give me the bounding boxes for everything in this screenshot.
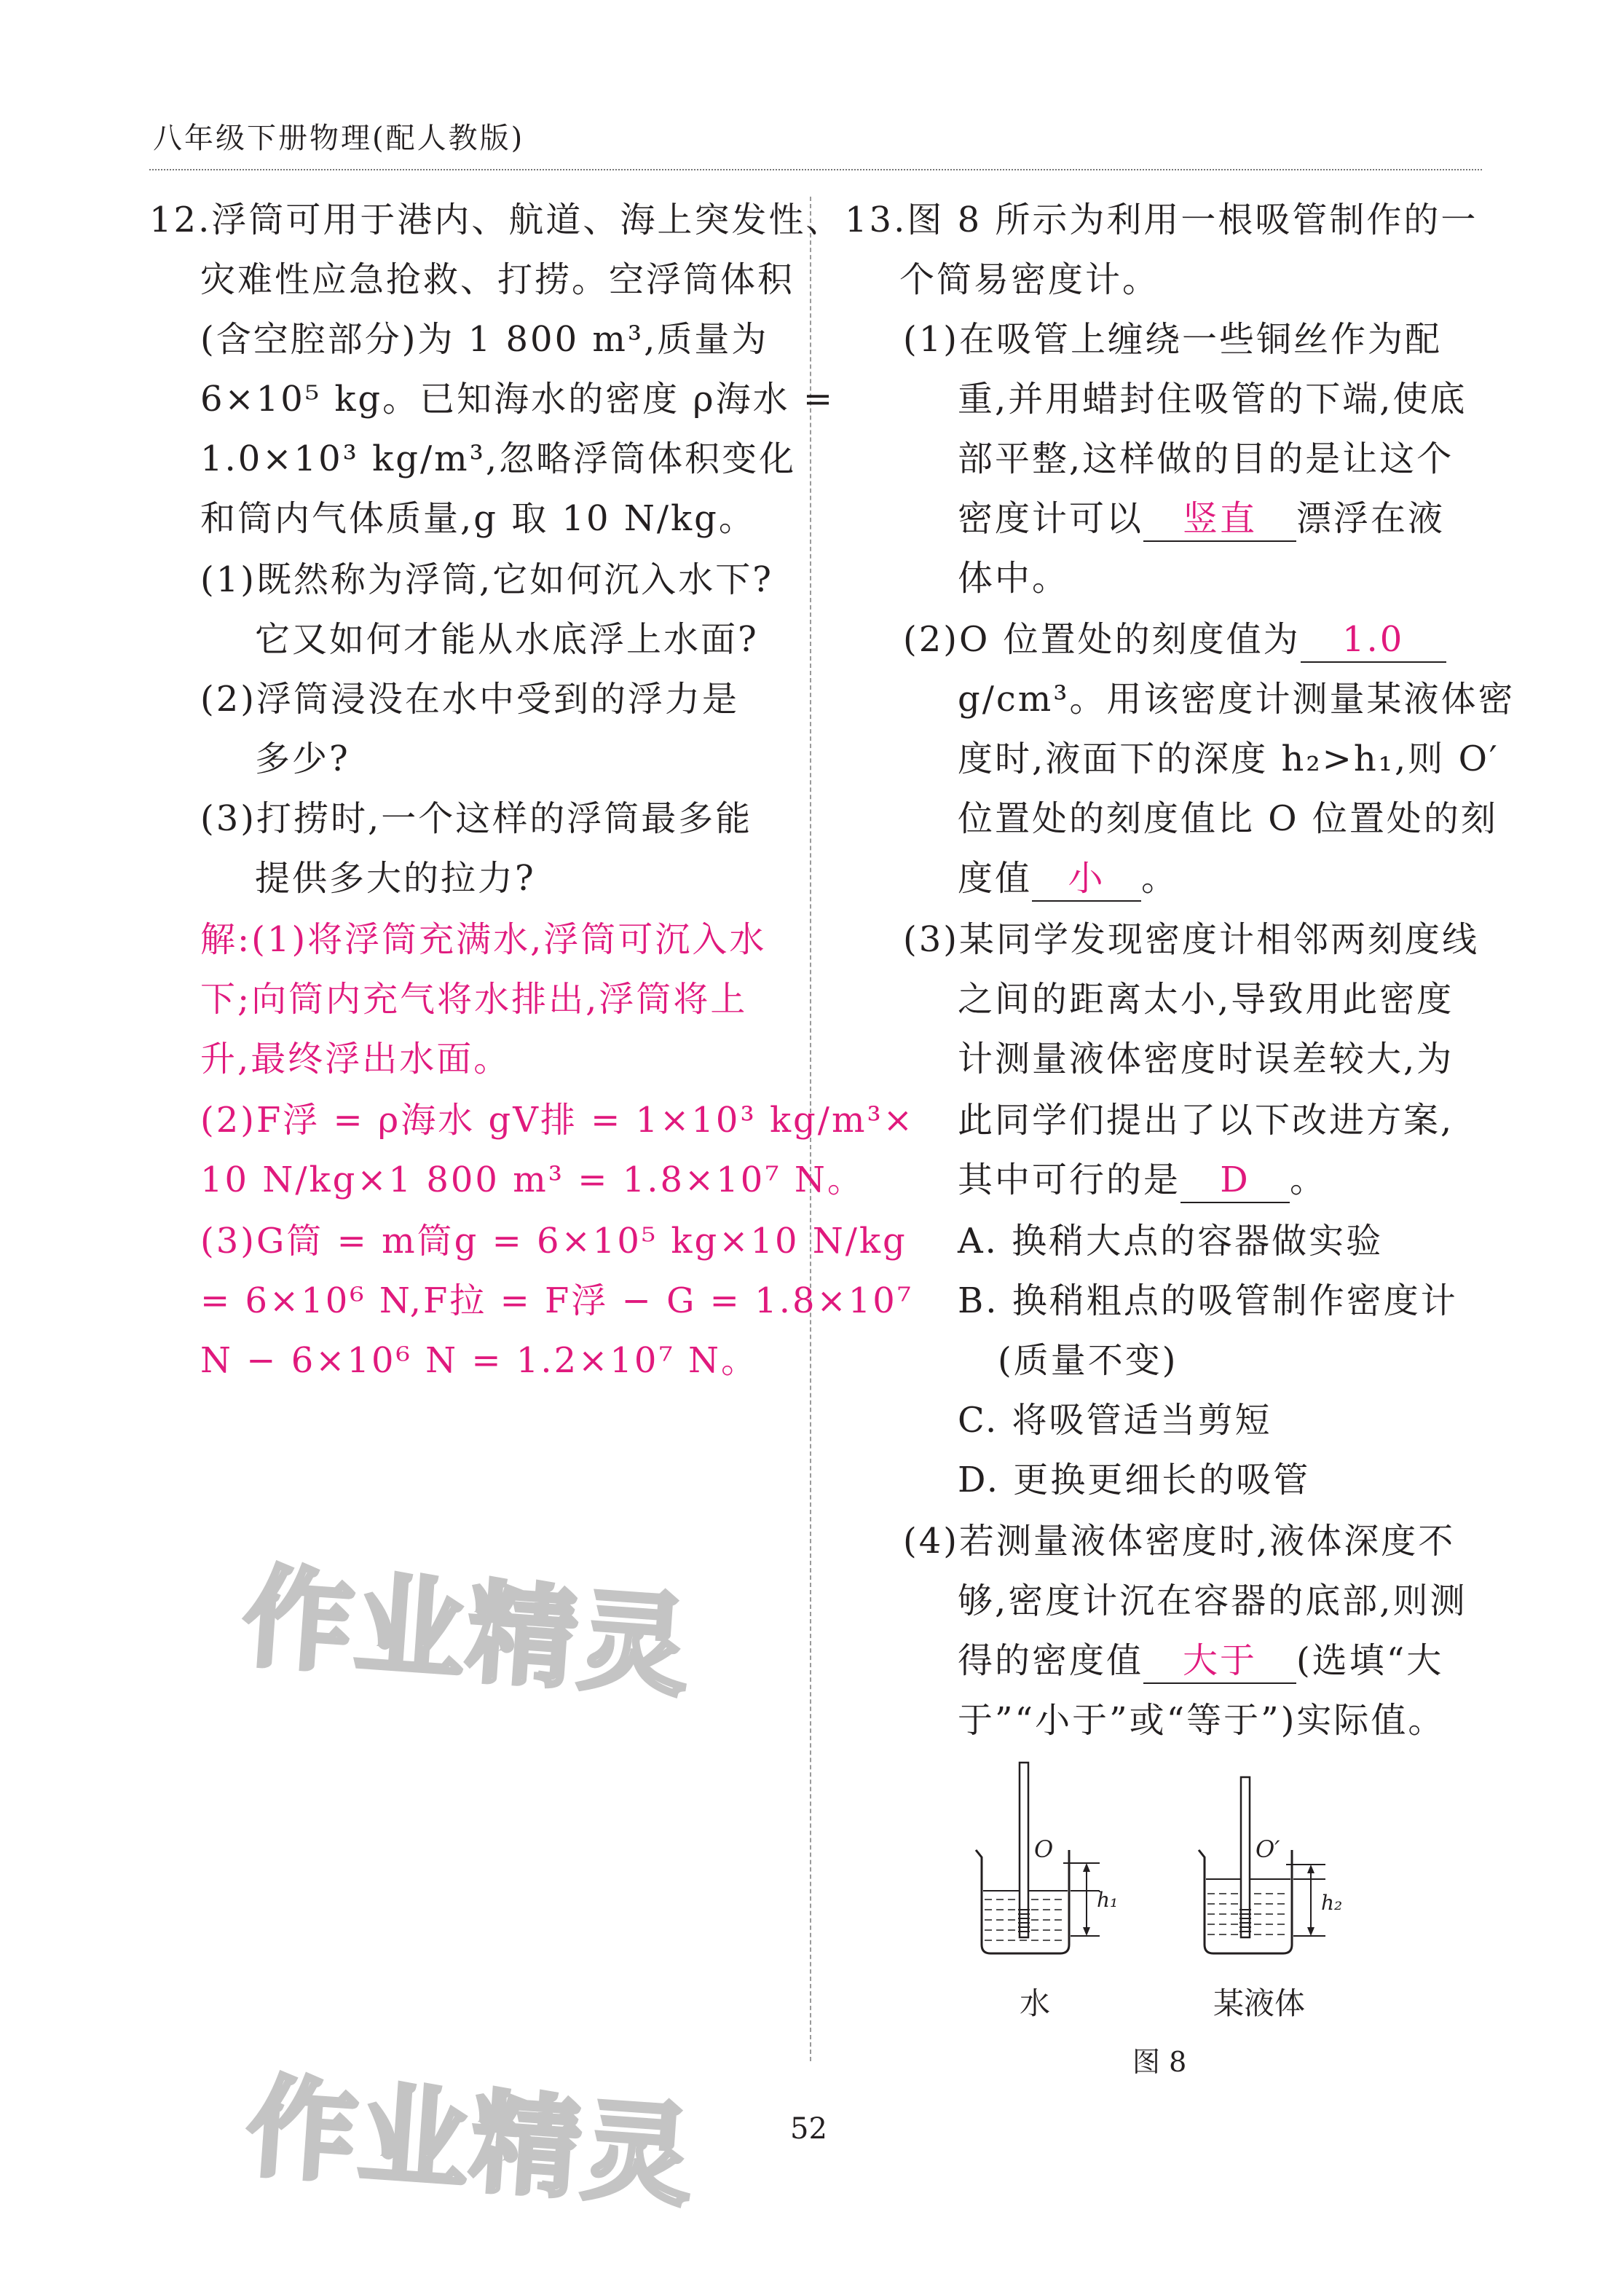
q13-part3-c: 计测量液体密度时误差较大,为: [958, 1039, 1454, 1079]
q13-part3-d: 此同学们提出了以下改进方案,: [958, 1100, 1454, 1141]
q13-part4-c: [958, 1639, 1443, 1684]
option-a: A. 换稍大点的容器做实验: [958, 1221, 1384, 1261]
label-h1: h₁: [1097, 1888, 1119, 1912]
q13-part2-b: g/cm³。用该密度计测量某液体密: [958, 679, 1515, 720]
q12-solution-3: 升,最终浮出水面。: [200, 1039, 511, 1079]
q13-part4-d: 于”“小于”或“等于”)实际值。: [958, 1700, 1446, 1741]
q13-part2-d: 位置处的刻度值比 O 位置处的刻: [958, 798, 1498, 839]
label-o-prime: O′: [1256, 1835, 1280, 1863]
q12-line-2: 灾难性应急抢救、打捞。空浮筒体积: [200, 259, 795, 300]
q13-part1-c: 部平整,这样做的目的是让这个: [958, 438, 1454, 479]
q13-part1-d-pre: 密度计可以: [958, 498, 1144, 539]
q13-part4-c-post: (选填“大: [1296, 1640, 1444, 1681]
option-b-note: (质量不变): [998, 1340, 1178, 1381]
q12-line-3: (含空腔部分)为 1 800 m³,质量为: [200, 319, 769, 360]
label-h2: h₂: [1321, 1891, 1343, 1915]
q12-part1-a: (1)既然称为浮筒,它如何沉入水下?: [200, 559, 773, 600]
answer-blank-3: 小: [1032, 857, 1141, 902]
q12-line-1: 12.浮筒可用于港内、航道、海上突发性、: [149, 200, 843, 240]
label-o: O: [1034, 1835, 1054, 1863]
q12-line-5: 1.0×10³ kg/m³,忽略浮筒体积变化: [200, 438, 797, 479]
answer-blank-5: 大于: [1143, 1639, 1296, 1684]
q12-part2-b: 多少?: [255, 739, 350, 779]
q12-solution-4: (2)F浮 = ρ海水 gV排 = 1×10³ kg/m³×: [200, 1100, 915, 1141]
q13-part3-b: 之间的距离太小,导致用此密度: [958, 979, 1454, 1020]
option-b: B. 换稍粗点的吸管制作密度计: [958, 1280, 1458, 1321]
q12-part3-b: 提供多大的拉力?: [255, 858, 536, 899]
q13-part2-a-pre: (2)O 位置处的刻度值为: [903, 619, 1301, 660]
q13-part4-c-pre: 得的密度值: [958, 1640, 1144, 1681]
q12-line-6: 和筒内气体质量,g 取 10 N/kg。: [200, 498, 756, 539]
page-header: 八年级下册物理(配人教版): [153, 122, 525, 155]
q13-part2-e: [958, 857, 1178, 902]
q13-part3-e-post: 。: [1290, 1160, 1328, 1200]
q12-solution-2: 下;向筒内充气将水排出,浮筒将上: [200, 979, 748, 1020]
q13-part1-a: (1)在吸管上缠绕一些铜丝作为配: [903, 319, 1442, 360]
q13-part1-b: 重,并用蜡封住吸管的下端,使底: [958, 379, 1467, 420]
q13-part3-e-pre: 其中可行的是: [958, 1160, 1181, 1200]
header-divider: [149, 169, 1482, 170]
q12-solution-7: = 6×10⁶ N,F拉 = F浮 − G = 1.8×10⁷: [200, 1280, 914, 1321]
straw-left: [1020, 1763, 1028, 1937]
option-d: D. 更换更细长的吸管: [958, 1460, 1311, 1500]
q12-solution-5: 10 N/kg×1 800 m³ = 1.8×10⁷ N。: [200, 1160, 864, 1200]
watermark-1: 作业精灵: [239, 1554, 696, 1712]
answer-blank-2: 1.0: [1301, 618, 1446, 663]
figure-caption: 图 8: [1132, 2046, 1187, 2078]
q13-part2-c: 度时,液面下的深度 h₂>h₁,则 O′: [958, 739, 1499, 779]
page-number: 52: [790, 2112, 827, 2146]
q12-solution-1: 解:(1)将浮筒充满水,浮筒可沉入水: [200, 919, 767, 960]
q13-part2-e-pre: 度值: [958, 858, 1033, 899]
q13-part1-d-post: 漂浮在液: [1296, 498, 1446, 539]
beaker-liquid: [1199, 1777, 1325, 1953]
q13-part2-e-post: 。: [1141, 858, 1179, 899]
caption-water: 水: [1020, 1985, 1051, 2021]
q12-line-4: 6×10⁵ kg。已知海水的密度 ρ海水 =: [200, 379, 835, 420]
q13-part1-e: 体中。: [958, 558, 1070, 599]
q12-part2-a: (2)浮筒浸没在水中受到的浮力是: [200, 679, 739, 720]
watermark-2: 作业精灵: [243, 2063, 700, 2222]
q13-part1-d: [958, 497, 1445, 542]
q13-part3-a: (3)某同学发现密度计相邻两刻度线: [903, 919, 1479, 960]
q13-line-2: 个简易密度计。: [899, 259, 1160, 300]
answer-blank-1: 竖直: [1143, 497, 1296, 542]
q12-part3-a: (3)打捞时,一个这样的浮筒最多能: [200, 798, 753, 839]
q13-line-1: 13.图 8 所示为利用一根吸管制作的一: [845, 200, 1478, 240]
figure-8-diagram: [961, 1748, 1369, 1967]
q13-part4-a: (4)若测量液体密度时,液体深度不: [903, 1521, 1456, 1562]
q13-part4-b: 够,密度计沉在容器的底部,则测: [958, 1580, 1467, 1621]
option-c: C. 将吸管适当剪短: [958, 1400, 1272, 1441]
q12-part1-b: 它又如何才能从水底浮上水面?: [255, 619, 759, 660]
q12-solution-6: (3)G筒 = m筒g = 6×10⁵ kg×10 N/kg: [200, 1221, 907, 1261]
caption-liquid: 某液体: [1213, 1985, 1306, 2021]
answer-blank-4: D: [1180, 1158, 1290, 1203]
q12-solution-8: N − 6×10⁶ N = 1.2×10⁷ N。: [200, 1340, 758, 1381]
q13-part3-e: [958, 1158, 1327, 1203]
q13-part2-a: [903, 618, 1446, 663]
